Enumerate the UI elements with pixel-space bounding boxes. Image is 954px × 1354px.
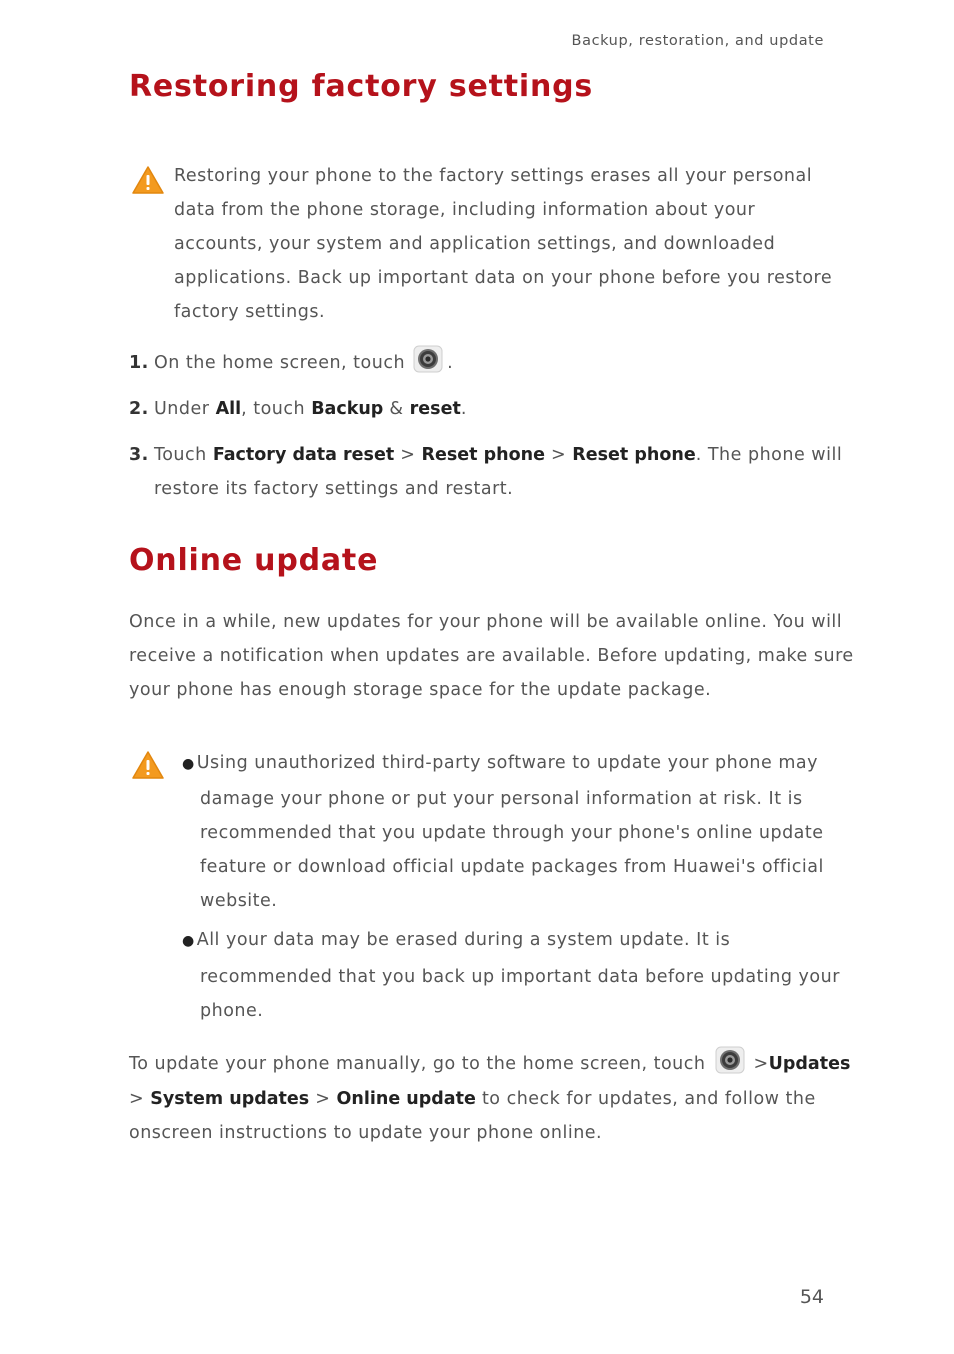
online-update-intro: [129, 605, 854, 707]
step-1: 1. On the home screen, touch .: [129, 346, 453, 380]
menu-label-updates: Updates: [768, 1054, 851, 1074]
running-header: Backup, restoration, and update: [571, 33, 824, 49]
menu-label-online-update: Online update: [336, 1089, 476, 1109]
step-3-continuation: restore its factory settings and restart.: [154, 479, 514, 499]
bullet-icon: ●: [182, 756, 195, 772]
manual-update-instructions: To update your phone manually, go to the home screen, touch >Updates > System updates > Online update to check for updates, and follow the onscreen instructions to update your phone online.: [129, 1047, 850, 1150]
menu-label-all: All: [215, 399, 242, 419]
step-3: 3. Touch Factory data reset > Reset phone > Reset phone. The phone will restore its factory settings and restart.: [129, 438, 842, 506]
bullet-icon: ●: [182, 933, 195, 949]
menu-label-reset-phone: Reset phone: [421, 445, 545, 465]
warning-icon: [131, 750, 165, 784]
intro-line: receive a notification when updates are available. Before updating, make sure: [129, 646, 854, 666]
step-number: 1.: [129, 353, 149, 373]
intro-line: Once in a while, new updates for your phone will be available online. You will: [129, 612, 843, 632]
page-number: 54: [799, 1286, 824, 1308]
menu-label-reset-phone-confirm: Reset phone: [572, 445, 696, 465]
bullet-data-erase-continued: recommended that you back up important data before updating your phone.: [200, 967, 840, 1021]
warning-line: applications. Back up important data on your phone before you restore: [174, 268, 833, 288]
bullet-data-erase: ● All your data may be erased during a system update. It is: [182, 930, 731, 950]
intro-line: your phone has enough storage space for the update package.: [129, 680, 712, 700]
step-number: 3.: [129, 445, 149, 465]
warning-line: data from the phone storage, including information about your: [174, 200, 756, 220]
menu-label-reset: reset: [409, 399, 461, 419]
settings-gear-icon: [413, 345, 443, 373]
bullet-unauthorized-software-continued: damage your phone or put your personal information at risk. It is recommended that you update through your phone's online update feature or download official update packages from Huawei's official website.: [200, 789, 824, 911]
factory-reset-warning: [174, 159, 832, 329]
step-2: 2. Under All, touch Backup & reset.: [129, 392, 467, 426]
section-title-online-update: Online update: [129, 543, 379, 578]
warning-line: factory settings.: [174, 302, 326, 322]
step-number: 2.: [129, 399, 149, 419]
section-title-restoring-factory-settings: Restoring factory settings: [129, 69, 594, 104]
warning-icon: [131, 165, 165, 199]
bullet-unauthorized-software: ● Using unauthorized third-party software to update your phone may: [182, 753, 818, 773]
settings-gear-icon: [715, 1046, 745, 1074]
menu-label-system-updates: System updates: [150, 1089, 310, 1109]
warning-line: accounts, your system and application settings, and downloaded: [174, 234, 776, 254]
menu-label-backup: Backup: [311, 399, 384, 419]
menu-label-factory-data-reset: Factory data reset: [212, 445, 395, 465]
warning-line: Restoring your phone to the factory settings erases all your personal: [174, 166, 813, 186]
